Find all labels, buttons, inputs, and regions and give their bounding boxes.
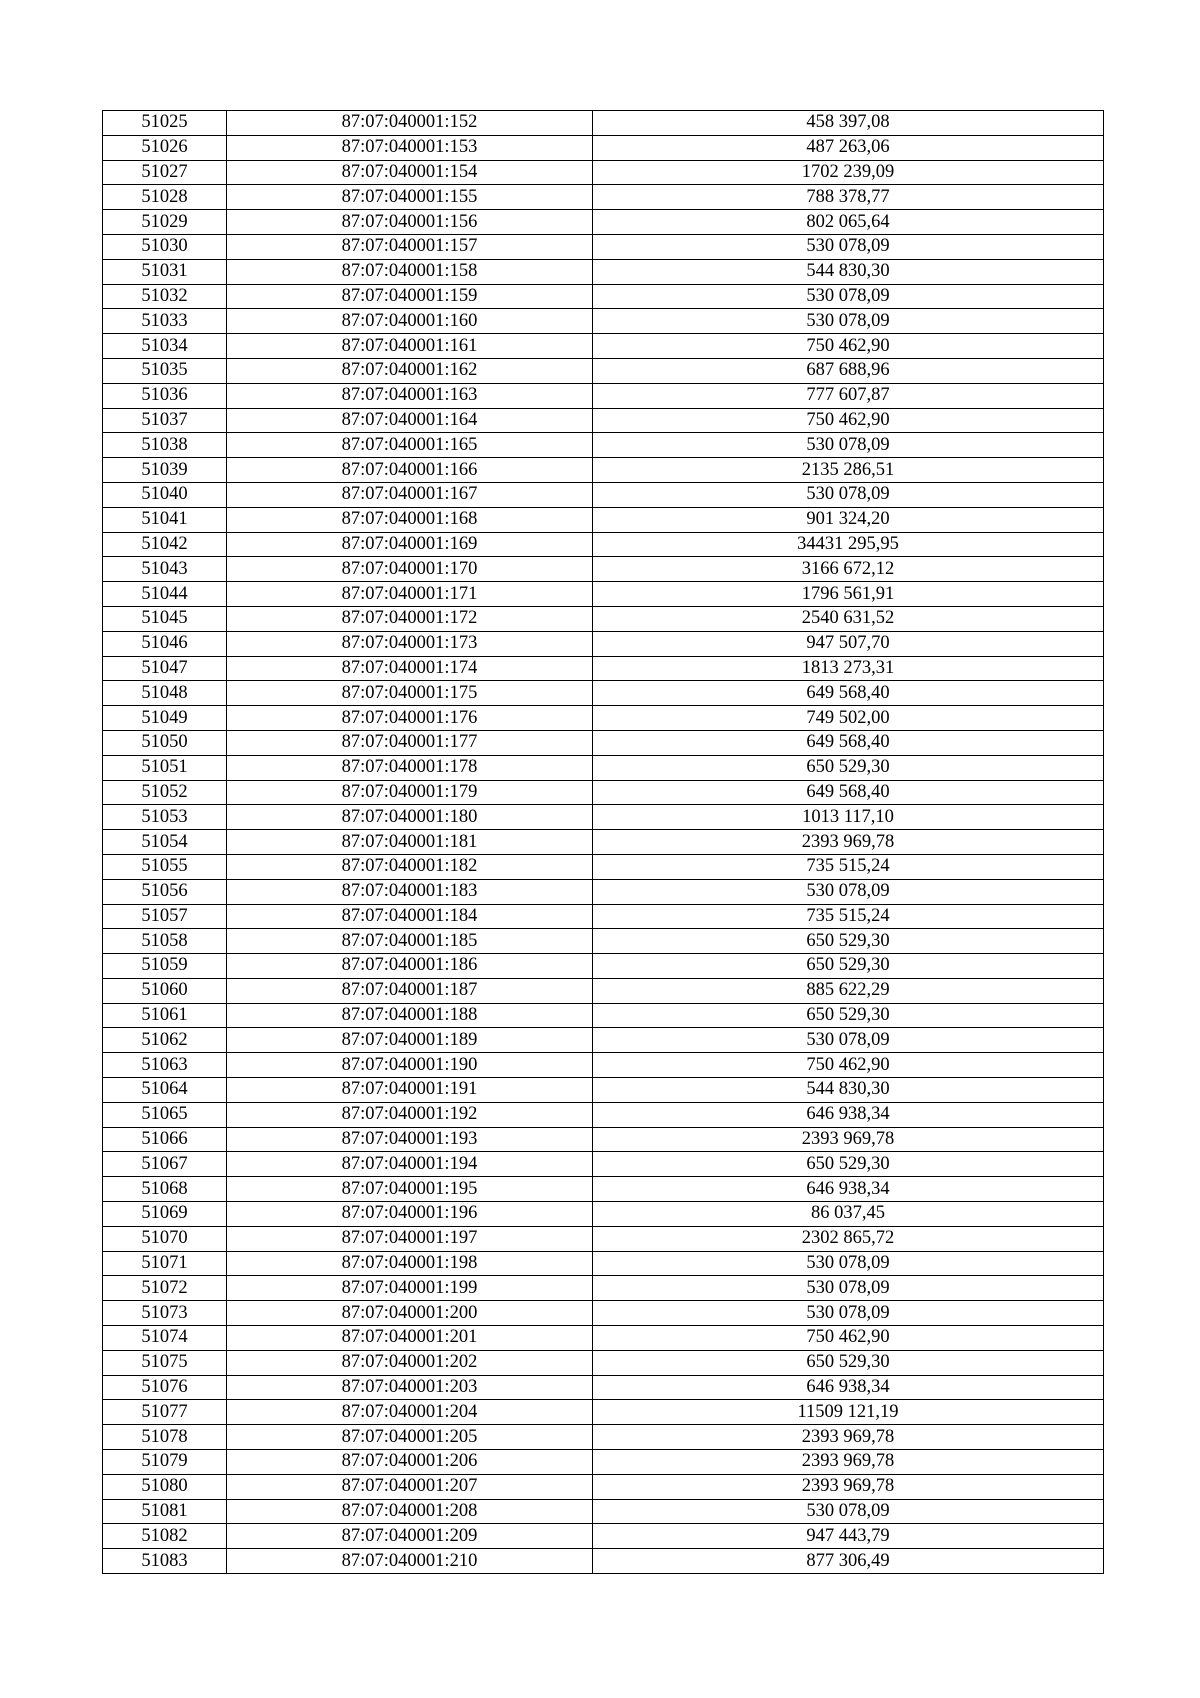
- table-row: [103, 1127, 1104, 1152]
- cadastral-value-cell: 530 078,09: [593, 1276, 1104, 1301]
- cadastral-number-cell: 87:07:040001:156: [227, 210, 593, 235]
- table-row: [103, 681, 1104, 706]
- cadastral-number-cell: 87:07:040001:195: [227, 1177, 593, 1202]
- row-number-cell: 51082: [103, 1524, 227, 1549]
- row-number-cell: 51026: [103, 135, 227, 160]
- cadastral-number-cell: 87:07:040001:193: [227, 1127, 593, 1152]
- table-row: [103, 1450, 1104, 1475]
- cadastral-value-cell: 649 568,40: [593, 730, 1104, 755]
- row-number-cell: 51078: [103, 1425, 227, 1450]
- row-number-cell: 51055: [103, 854, 227, 879]
- table-row: [103, 135, 1104, 160]
- table-row: [103, 854, 1104, 879]
- cadastral-value-cell: 947 507,70: [593, 631, 1104, 656]
- row-number-cell: 51070: [103, 1226, 227, 1251]
- cadastral-value-cell: 2393 969,78: [593, 1450, 1104, 1475]
- table-row: [103, 1177, 1104, 1202]
- row-number-cell: 51069: [103, 1202, 227, 1227]
- row-number-cell: 51037: [103, 408, 227, 433]
- cadastral-value-cell: 901 324,20: [593, 507, 1104, 532]
- cadastral-value-cell: 802 065,64: [593, 210, 1104, 235]
- cadastral-number-cell: 87:07:040001:172: [227, 606, 593, 631]
- row-number-cell: 51028: [103, 185, 227, 210]
- table-row: [103, 1474, 1104, 1499]
- cadastral-value-cell: 2393 969,78: [593, 830, 1104, 855]
- cadastral-value-cell: 1702 239,09: [593, 160, 1104, 185]
- cadastral-value-cell: 530 078,09: [593, 1499, 1104, 1524]
- cadastral-value-cell: 750 462,90: [593, 408, 1104, 433]
- cadastral-value-cell: 530 078,09: [593, 234, 1104, 259]
- cadastral-number-cell: 87:07:040001:157: [227, 234, 593, 259]
- row-number-cell: 51043: [103, 557, 227, 582]
- table-row: [103, 334, 1104, 359]
- row-number-cell: 51062: [103, 1028, 227, 1053]
- table-row: [103, 656, 1104, 681]
- row-number-cell: 51058: [103, 929, 227, 954]
- table-row: [103, 408, 1104, 433]
- cadastral-number-cell: 87:07:040001:208: [227, 1499, 593, 1524]
- table-row: [103, 234, 1104, 259]
- cadastral-value-cell: 530 078,09: [593, 1251, 1104, 1276]
- cadastral-number-cell: 87:07:040001:153: [227, 135, 593, 160]
- table-row: [103, 1078, 1104, 1103]
- cadastral-number-cell: 87:07:040001:198: [227, 1251, 593, 1276]
- table-row: [103, 210, 1104, 235]
- row-number-cell: 51065: [103, 1102, 227, 1127]
- row-number-cell: 51046: [103, 631, 227, 656]
- cadastral-value-cell: 1796 561,91: [593, 582, 1104, 607]
- cadastral-number-cell: 87:07:040001:191: [227, 1078, 593, 1103]
- table-row: [103, 1301, 1104, 1326]
- table-row: [103, 1102, 1104, 1127]
- table-row: [103, 557, 1104, 582]
- table-row: [103, 1202, 1104, 1227]
- cadastral-value-cell: 650 529,30: [593, 954, 1104, 979]
- row-number-cell: 51077: [103, 1400, 227, 1425]
- cadastral-number-cell: 87:07:040001:159: [227, 284, 593, 309]
- row-number-cell: 51030: [103, 234, 227, 259]
- cadastral-number-cell: 87:07:040001:169: [227, 532, 593, 557]
- table-row: [103, 780, 1104, 805]
- cadastral-value-cell: 650 529,30: [593, 1350, 1104, 1375]
- cadastral-number-cell: 87:07:040001:155: [227, 185, 593, 210]
- row-number-cell: 51068: [103, 1177, 227, 1202]
- cadastral-number-cell: 87:07:040001:205: [227, 1425, 593, 1450]
- cadastral-number-cell: 87:07:040001:184: [227, 904, 593, 929]
- cadastral-number-cell: 87:07:040001:206: [227, 1450, 593, 1475]
- table-row: [103, 1375, 1104, 1400]
- row-number-cell: 51031: [103, 259, 227, 284]
- cadastral-value-cell: 788 378,77: [593, 185, 1104, 210]
- cadastral-value-cell: 2135 286,51: [593, 458, 1104, 483]
- cadastral-number-cell: 87:07:040001:177: [227, 730, 593, 755]
- cadastral-value-cell: 487 263,06: [593, 135, 1104, 160]
- cadastral-number-cell: 87:07:040001:201: [227, 1326, 593, 1351]
- cadastral-value-cell: 530 078,09: [593, 1301, 1104, 1326]
- cadastral-number-cell: 87:07:040001:178: [227, 755, 593, 780]
- row-number-cell: 51073: [103, 1301, 227, 1326]
- row-number-cell: 51029: [103, 210, 227, 235]
- cadastral-value-cell: 777 607,87: [593, 383, 1104, 408]
- row-number-cell: 51060: [103, 978, 227, 1003]
- cadastral-number-cell: 87:07:040001:196: [227, 1202, 593, 1227]
- cadastral-number-cell: 87:07:040001:200: [227, 1301, 593, 1326]
- table-row: [103, 1053, 1104, 1078]
- row-number-cell: 51027: [103, 160, 227, 185]
- cadastral-value-cell: 3166 672,12: [593, 557, 1104, 582]
- row-number-cell: 51080: [103, 1474, 227, 1499]
- table-row: [103, 482, 1104, 507]
- table-row: [103, 1400, 1104, 1425]
- table-row: [103, 1276, 1104, 1301]
- cadastral-value-cell: 34431 295,95: [593, 532, 1104, 557]
- cadastral-number-cell: 87:07:040001:189: [227, 1028, 593, 1053]
- cadastral-value-cell: 650 529,30: [593, 755, 1104, 780]
- table-row: [103, 730, 1104, 755]
- row-number-cell: 51045: [103, 606, 227, 631]
- row-number-cell: 51034: [103, 334, 227, 359]
- row-number-cell: 51032: [103, 284, 227, 309]
- cadastral-number-cell: 87:07:040001:173: [227, 631, 593, 656]
- table-row: [103, 111, 1104, 136]
- cadastral-value-cell: 750 462,90: [593, 334, 1104, 359]
- cadastral-number-cell: 87:07:040001:210: [227, 1549, 593, 1574]
- cadastral-value-cell: 947 443,79: [593, 1524, 1104, 1549]
- table-row: [103, 1499, 1104, 1524]
- table-row: [103, 606, 1104, 631]
- cadastral-number-cell: 87:07:040001:190: [227, 1053, 593, 1078]
- row-number-cell: 51076: [103, 1375, 227, 1400]
- row-number-cell: 51072: [103, 1276, 227, 1301]
- row-number-cell: 51066: [103, 1127, 227, 1152]
- cadastral-number-cell: 87:07:040001:187: [227, 978, 593, 1003]
- table-row: [103, 1350, 1104, 1375]
- cadastral-number-cell: 87:07:040001:152: [227, 111, 593, 136]
- cadastral-number-cell: 87:07:040001:158: [227, 259, 593, 284]
- cadastral-number-cell: 87:07:040001:174: [227, 656, 593, 681]
- cadastral-number-cell: 87:07:040001:163: [227, 383, 593, 408]
- row-number-cell: 51071: [103, 1251, 227, 1276]
- cadastral-number-cell: 87:07:040001:197: [227, 1226, 593, 1251]
- cadastral-value-cell: 750 462,90: [593, 1326, 1104, 1351]
- row-number-cell: 51074: [103, 1326, 227, 1351]
- table-row: [103, 830, 1104, 855]
- table-body: [103, 111, 1104, 1574]
- row-number-cell: 51040: [103, 482, 227, 507]
- table-row: [103, 1028, 1104, 1053]
- row-number-cell: 51079: [103, 1450, 227, 1475]
- cadastral-number-cell: 87:07:040001:160: [227, 309, 593, 334]
- row-number-cell: 51033: [103, 309, 227, 334]
- row-number-cell: 51041: [103, 507, 227, 532]
- cadastral-number-cell: 87:07:040001:180: [227, 805, 593, 830]
- cadastral-value-cell: 646 938,34: [593, 1177, 1104, 1202]
- row-number-cell: 51049: [103, 706, 227, 731]
- cadastral-value-table: [102, 110, 1104, 1574]
- table-row: [103, 259, 1104, 284]
- table-row: [103, 582, 1104, 607]
- table-row: [103, 1251, 1104, 1276]
- row-number-cell: 51048: [103, 681, 227, 706]
- row-number-cell: 51038: [103, 433, 227, 458]
- cadastral-number-cell: 87:07:040001:170: [227, 557, 593, 582]
- cadastral-value-cell: 530 078,09: [593, 284, 1104, 309]
- row-number-cell: 51025: [103, 111, 227, 136]
- cadastral-value-cell: 646 938,34: [593, 1102, 1104, 1127]
- row-number-cell: 51042: [103, 532, 227, 557]
- table-row: [103, 631, 1104, 656]
- cadastral-value-cell: 646 938,34: [593, 1375, 1104, 1400]
- cadastral-value-cell: 530 078,09: [593, 482, 1104, 507]
- cadastral-value-cell: 735 515,24: [593, 854, 1104, 879]
- row-number-cell: 51052: [103, 780, 227, 805]
- table-row: [103, 1549, 1104, 1574]
- cadastral-value-cell: 544 830,30: [593, 1078, 1104, 1103]
- cadastral-value-cell: 2302 865,72: [593, 1226, 1104, 1251]
- row-number-cell: 51081: [103, 1499, 227, 1524]
- table-row: [103, 458, 1104, 483]
- cadastral-value-cell: 735 515,24: [593, 904, 1104, 929]
- cadastral-value-cell: 649 568,40: [593, 681, 1104, 706]
- cadastral-number-cell: 87:07:040001:186: [227, 954, 593, 979]
- row-number-cell: 51044: [103, 582, 227, 607]
- table-row: [103, 358, 1104, 383]
- cadastral-number-cell: 87:07:040001:168: [227, 507, 593, 532]
- row-number-cell: 51054: [103, 830, 227, 855]
- cadastral-value-cell: 649 568,40: [593, 780, 1104, 805]
- cadastral-value-cell: 530 078,09: [593, 433, 1104, 458]
- table-row: [103, 706, 1104, 731]
- cadastral-value-cell: 650 529,30: [593, 1003, 1104, 1028]
- row-number-cell: 51064: [103, 1078, 227, 1103]
- cadastral-number-cell: 87:07:040001:203: [227, 1375, 593, 1400]
- row-number-cell: 51051: [103, 755, 227, 780]
- cadastral-value-cell: 2393 969,78: [593, 1425, 1104, 1450]
- row-number-cell: 51083: [103, 1549, 227, 1574]
- row-number-cell: 51047: [103, 656, 227, 681]
- cadastral-value-cell: 2540 631,52: [593, 606, 1104, 631]
- cadastral-number-cell: 87:07:040001:171: [227, 582, 593, 607]
- cadastral-number-cell: 87:07:040001:167: [227, 482, 593, 507]
- cadastral-value-cell: 885 622,29: [593, 978, 1104, 1003]
- cadastral-number-cell: 87:07:040001:209: [227, 1524, 593, 1549]
- table-row: [103, 1524, 1104, 1549]
- row-number-cell: 51075: [103, 1350, 227, 1375]
- cadastral-value-cell: 544 830,30: [593, 259, 1104, 284]
- table-row: [103, 309, 1104, 334]
- cadastral-value-cell: 11509 121,19: [593, 1400, 1104, 1425]
- table-row: [103, 978, 1104, 1003]
- table-row: [103, 1226, 1104, 1251]
- row-number-cell: 51053: [103, 805, 227, 830]
- cadastral-value-cell: 1013 117,10: [593, 805, 1104, 830]
- table-row: [103, 1152, 1104, 1177]
- row-number-cell: 51061: [103, 1003, 227, 1028]
- cadastral-value-cell: 687 688,96: [593, 358, 1104, 383]
- cadastral-number-cell: 87:07:040001:181: [227, 830, 593, 855]
- cadastral-value-cell: 2393 969,78: [593, 1127, 1104, 1152]
- cadastral-number-cell: 87:07:040001:161: [227, 334, 593, 359]
- cadastral-value-cell: 86 037,45: [593, 1202, 1104, 1227]
- cadastral-number-cell: 87:07:040001:164: [227, 408, 593, 433]
- cadastral-number-cell: 87:07:040001:176: [227, 706, 593, 731]
- table-row: [103, 284, 1104, 309]
- cadastral-number-cell: 87:07:040001:207: [227, 1474, 593, 1499]
- cadastral-value-cell: 750 462,90: [593, 1053, 1104, 1078]
- cadastral-number-cell: 87:07:040001:182: [227, 854, 593, 879]
- cadastral-number-cell: 87:07:040001:204: [227, 1400, 593, 1425]
- cadastral-number-cell: 87:07:040001:175: [227, 681, 593, 706]
- cadastral-number-cell: 87:07:040001:202: [227, 1350, 593, 1375]
- cadastral-number-cell: 87:07:040001:192: [227, 1102, 593, 1127]
- cadastral-value-cell: 458 397,08: [593, 111, 1104, 136]
- table-row: [103, 879, 1104, 904]
- cadastral-number-cell: 87:07:040001:183: [227, 879, 593, 904]
- cadastral-value-cell: 530 078,09: [593, 879, 1104, 904]
- table-row: [103, 954, 1104, 979]
- cadastral-value-cell: 877 306,49: [593, 1549, 1104, 1574]
- table-row: [103, 805, 1104, 830]
- table-row: [103, 1425, 1104, 1450]
- cadastral-number-cell: 87:07:040001:162: [227, 358, 593, 383]
- cadastral-number-cell: 87:07:040001:194: [227, 1152, 593, 1177]
- row-number-cell: 51056: [103, 879, 227, 904]
- cadastral-value-cell: 530 078,09: [593, 309, 1104, 334]
- cadastral-number-cell: 87:07:040001:179: [227, 780, 593, 805]
- cadastral-number-cell: 87:07:040001:185: [227, 929, 593, 954]
- cadastral-value-cell: 749 502,00: [593, 706, 1104, 731]
- cadastral-value-cell: 530 078,09: [593, 1028, 1104, 1053]
- cadastral-value-cell: 650 529,30: [593, 929, 1104, 954]
- cadastral-number-cell: 87:07:040001:188: [227, 1003, 593, 1028]
- row-number-cell: 51050: [103, 730, 227, 755]
- cadastral-value-cell: 1813 273,31: [593, 656, 1104, 681]
- table-row: [103, 929, 1104, 954]
- cadastral-value-cell: 2393 969,78: [593, 1474, 1104, 1499]
- cadastral-number-cell: 87:07:040001:166: [227, 458, 593, 483]
- table-row: [103, 904, 1104, 929]
- cadastral-number-cell: 87:07:040001:165: [227, 433, 593, 458]
- table-row: [103, 160, 1104, 185]
- row-number-cell: 51067: [103, 1152, 227, 1177]
- row-number-cell: 51057: [103, 904, 227, 929]
- row-number-cell: 51059: [103, 954, 227, 979]
- cadastral-number-cell: 87:07:040001:199: [227, 1276, 593, 1301]
- table-row: [103, 1326, 1104, 1351]
- row-number-cell: 51036: [103, 383, 227, 408]
- table-row: [103, 1003, 1104, 1028]
- table-row: [103, 433, 1104, 458]
- table-row: [103, 185, 1104, 210]
- row-number-cell: 51035: [103, 358, 227, 383]
- cadastral-value-cell: 650 529,30: [593, 1152, 1104, 1177]
- table-row: [103, 507, 1104, 532]
- table-row: [103, 755, 1104, 780]
- row-number-cell: 51063: [103, 1053, 227, 1078]
- table-row: [103, 532, 1104, 557]
- cadastral-number-cell: 87:07:040001:154: [227, 160, 593, 185]
- table-row: [103, 383, 1104, 408]
- row-number-cell: 51039: [103, 458, 227, 483]
